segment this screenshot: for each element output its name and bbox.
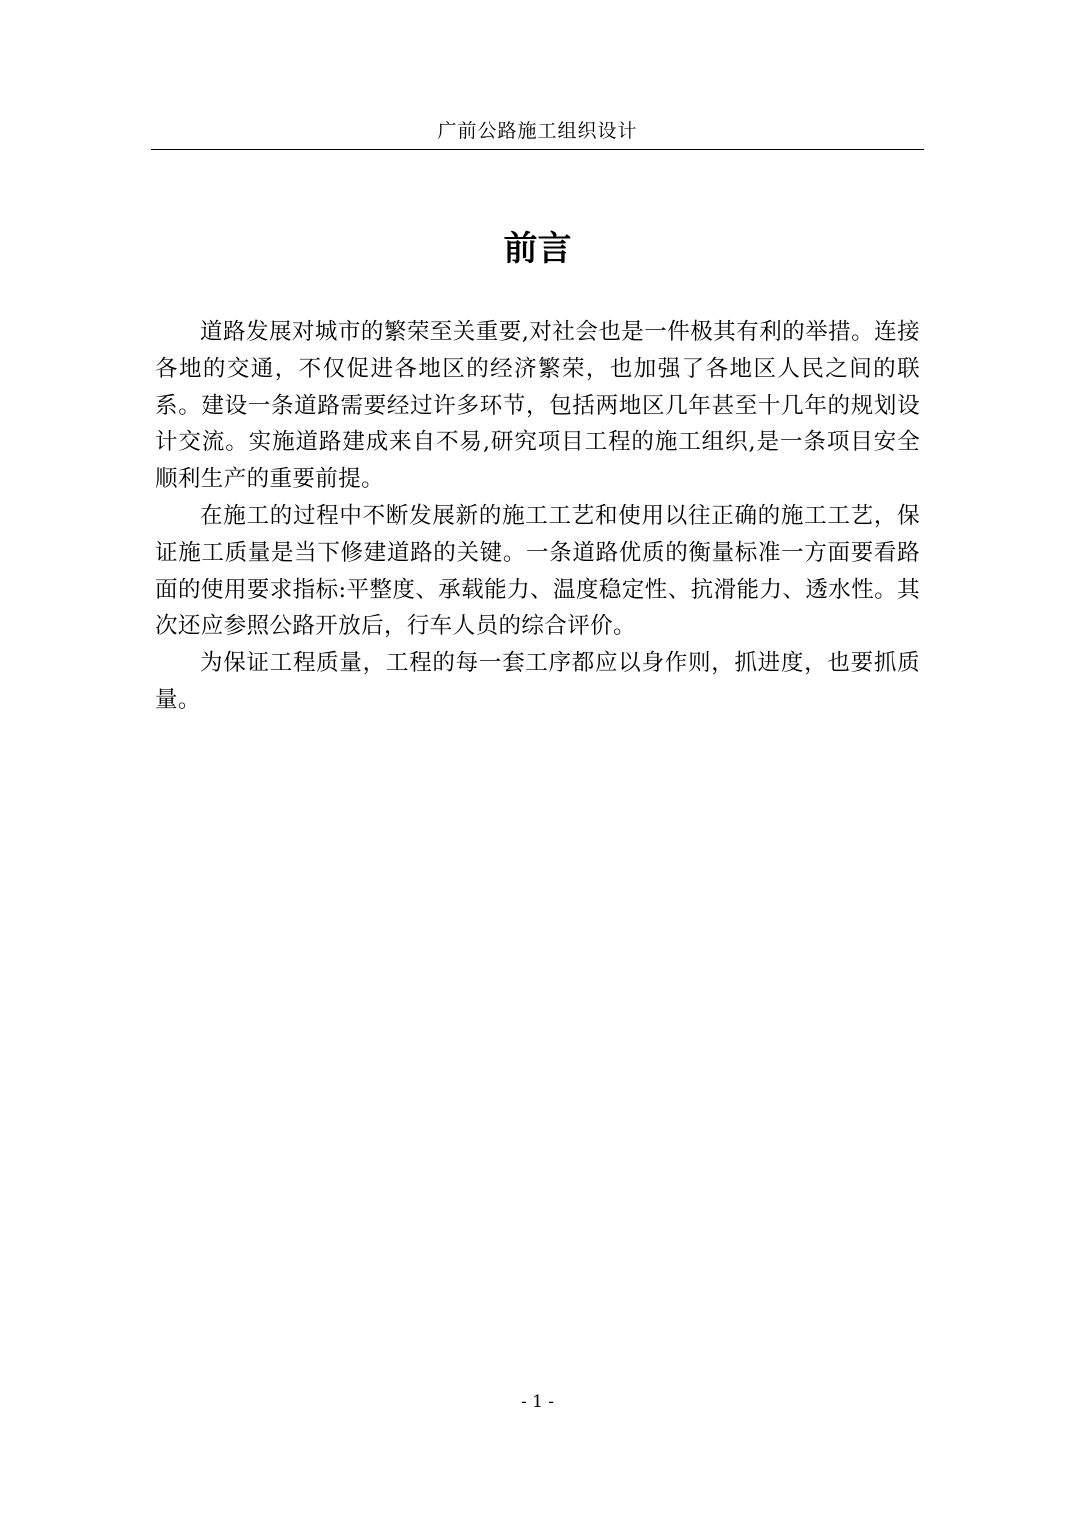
paragraph: 为保证工程质量，工程的每一套工序都应以身作则，抓进度，也要抓质量。	[155, 650, 920, 713]
page-title: 前言	[503, 229, 572, 269]
page-number: - 1 -	[520, 1392, 555, 1412]
paragraph: 在施工的过程中不断发展新的施工工艺和使用以往正确的施工工艺，保证施工质量是当下修建道路的关键。一条道路优质的衡量标准一方面要看路面的使用要求指标:平整度、承载能力、温度稳定性、抗滑能力、透水性。其次还应参照公路开放后，行车人员的综合评价。	[155, 502, 920, 640]
running-header: 广前公路施工组织设计	[437, 120, 638, 142]
body-text	[155, 314, 920, 719]
paragraph: 道路发展对城市的繁荣至关重要,对社会也是一件极其有利的举措。连接各地的交通，不仅促进各地区的经济繁荣，也加强了各地区人民之间的联系。建设一条道路需要经过许多环节，包括两地区几年甚至十几年的规划设计交流。实施道路建成来自不易,研究项目工程的施工组织,是一条项目安全顺利生产的重要前提。	[155, 319, 920, 493]
header-divider	[151, 149, 924, 150]
